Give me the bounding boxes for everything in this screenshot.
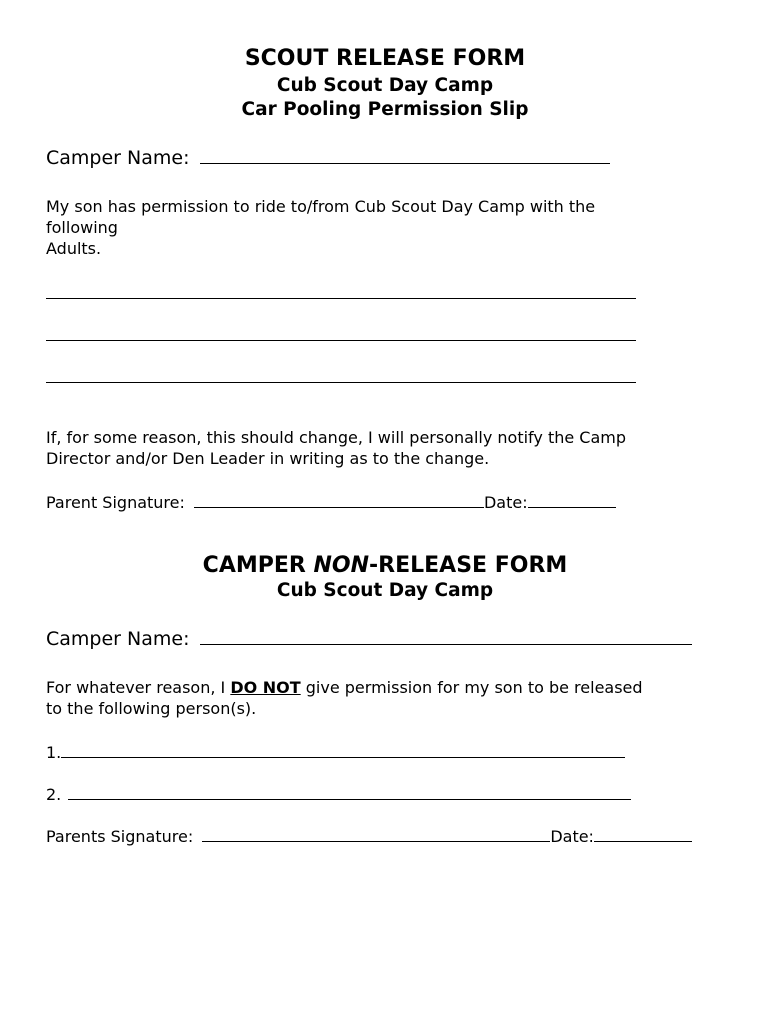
parents-signature-label: Parents Signature: bbox=[46, 827, 194, 846]
date-label: Date: bbox=[483, 493, 528, 512]
permission-line-3: Adults. bbox=[46, 239, 102, 258]
non-release-line-2: to the following person(s). bbox=[46, 699, 257, 718]
release-form-title: SCOUT RELEASE FORM bbox=[244, 46, 526, 71]
non-release-form-subtitle: Cub Scout Day Camp bbox=[276, 580, 494, 601]
non-release-date-field[interactable] bbox=[594, 824, 692, 842]
adult-line-1[interactable] bbox=[46, 298, 636, 299]
person-2-label: 2. bbox=[46, 785, 62, 804]
adult-line-3[interactable] bbox=[46, 382, 636, 383]
person-row-2 bbox=[46, 782, 631, 805]
non-release-camper-name-label: Camper Name: bbox=[46, 628, 190, 650]
camper-name-field[interactable] bbox=[200, 146, 610, 164]
non-release-title-part1: CAMPER bbox=[202, 553, 314, 578]
notify-line-1: If, for some reason, this should change, I will personally notify the Camp bbox=[46, 428, 627, 447]
non-release-camper-name-field[interactable] bbox=[200, 627, 692, 645]
person-1-label: 1. bbox=[46, 743, 62, 762]
non-release-line-1 bbox=[46, 677, 643, 698]
person-row-1 bbox=[46, 740, 625, 763]
non-release-title-italic: NON bbox=[313, 553, 370, 578]
camper-name-row bbox=[46, 146, 610, 169]
parents-signature-row bbox=[46, 824, 692, 847]
reason-suffix: give permission for my son to be released bbox=[300, 678, 643, 697]
release-form-subtitle-camp: Cub Scout Day Camp bbox=[276, 75, 494, 96]
non-release-title-part2: -RELEASE FORM bbox=[369, 553, 568, 578]
date-field[interactable] bbox=[528, 490, 616, 508]
permission-paragraph bbox=[46, 196, 595, 259]
notify-line-2: Director and/or Den Leader in writing as to the change. bbox=[46, 449, 490, 468]
parent-signature-row bbox=[46, 490, 616, 513]
permission-line-2: following bbox=[46, 218, 118, 237]
permission-line-1: My son has permission to ride to/from Cub Scout Day Camp with the bbox=[46, 197, 596, 216]
notify-paragraph bbox=[46, 427, 626, 469]
non-release-form-title bbox=[0, 553, 770, 578]
non-release-paragraph bbox=[46, 677, 643, 719]
adult-line-2[interactable] bbox=[46, 340, 636, 341]
parent-signature-field[interactable] bbox=[194, 490, 484, 508]
do-not-emphasis: DO NOT bbox=[230, 678, 301, 697]
person-2-field[interactable] bbox=[68, 782, 631, 800]
camper-name-label: Camper Name: bbox=[46, 147, 190, 169]
parent-signature-label: Parent Signature: bbox=[46, 493, 185, 512]
non-release-date-label: Date: bbox=[550, 827, 594, 846]
person-1-field[interactable] bbox=[61, 740, 625, 758]
release-form-subtitle-carpool: Car Pooling Permission Slip bbox=[241, 99, 529, 120]
non-release-camper-name-row bbox=[46, 627, 692, 650]
reason-prefix: For whatever reason, I bbox=[46, 678, 231, 697]
parents-signature-field[interactable] bbox=[202, 824, 550, 842]
